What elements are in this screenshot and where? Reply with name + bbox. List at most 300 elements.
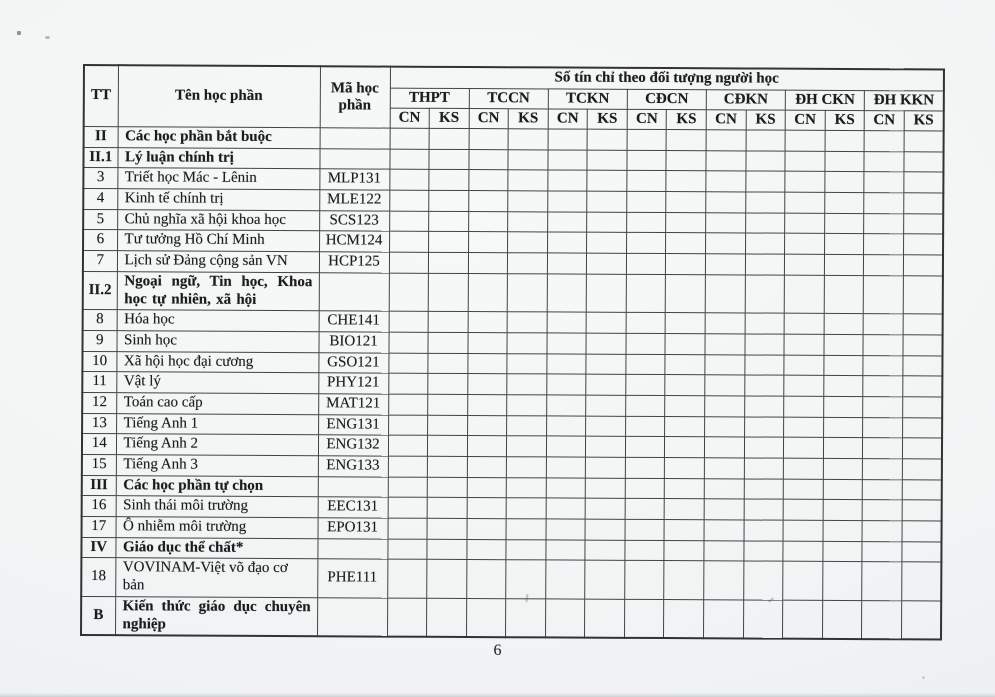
cell-credit [705, 416, 745, 437]
cell-credit [902, 417, 942, 438]
cell-credit [705, 254, 745, 275]
cell-credit [825, 172, 865, 193]
cell-course-name [116, 413, 318, 435]
cell-credit [625, 561, 665, 600]
cell-credit [547, 333, 587, 354]
cell-credit [902, 397, 942, 418]
cell-course-code: EPO131 [318, 518, 388, 539]
header-row-top [84, 65, 944, 91]
cell-credit [664, 599, 704, 638]
cell-credit [625, 457, 665, 478]
cell-credit [468, 253, 508, 274]
cell-credit [546, 540, 586, 561]
cell-credit [823, 520, 863, 541]
cell-credit [508, 170, 548, 191]
cell-credit [587, 129, 627, 150]
cell-course-code: PHY121 [318, 373, 388, 394]
cell-credit [506, 477, 546, 498]
cell-credit [545, 599, 585, 638]
header-credits-title: Số tín chỉ theo đối tượng người học [390, 67, 944, 91]
cell-credit [587, 233, 627, 254]
cell-credit [469, 129, 509, 150]
cell-credit [903, 255, 943, 276]
cell-credit [863, 275, 903, 314]
cell-credit [704, 499, 744, 520]
cell-credit [902, 542, 942, 563]
cell-credit [705, 334, 745, 355]
cell-credit [665, 354, 705, 375]
cell-tt: 15 [82, 454, 116, 475]
cell-tt: 7 [83, 251, 117, 272]
cell-credit [547, 191, 587, 212]
cell-credit [705, 275, 745, 314]
cell-course-code [317, 598, 387, 637]
table-header [84, 65, 944, 131]
cell-credit [388, 456, 428, 477]
cell-credit [785, 234, 825, 255]
cell-credit [506, 519, 546, 540]
cell-credit [704, 478, 744, 499]
cell-credit [864, 213, 904, 234]
cell-credit [664, 540, 704, 561]
cell-credit [625, 540, 665, 561]
cell-credit [389, 273, 429, 312]
cell-course-code: EEC131 [318, 497, 388, 518]
header-group-tccn: TCCN [469, 89, 548, 109]
course-name-text: VOVINAM-Việt võ đạo cơ bản [122, 559, 288, 594]
header-subcol-ks: KS [508, 109, 548, 129]
cell-credit [586, 436, 626, 457]
cell-credit [784, 417, 824, 438]
cell-credit [624, 599, 664, 638]
cell-credit [389, 211, 429, 232]
cell-credit [586, 416, 626, 437]
cell-credit [508, 149, 548, 170]
cell-course-code [320, 128, 390, 149]
course-name-text: Các học phần bắt buộc [125, 128, 272, 145]
cell-tt: 6 [83, 230, 117, 251]
header-group-cđcn: CĐCN [627, 89, 706, 109]
cell-credit [388, 394, 428, 415]
table-row [81, 596, 941, 639]
cell-credit [506, 599, 546, 638]
cell-credit [387, 560, 427, 599]
cell-credit [785, 192, 825, 213]
course-name-text: Tiếng Anh 1 [123, 414, 199, 432]
cell-credit [864, 172, 904, 193]
cell-credit [627, 171, 667, 192]
cell-credit [743, 541, 783, 562]
cell-credit [508, 232, 548, 253]
cell-course-code [319, 273, 389, 312]
cell-credit [585, 519, 625, 540]
cell-credit [625, 437, 665, 458]
cell-credit [666, 254, 706, 275]
cell-credit [468, 332, 508, 353]
cell-credit [467, 374, 507, 395]
cell-credit [388, 435, 428, 456]
cell-credit [784, 396, 824, 417]
cell-credit [428, 311, 468, 332]
cell-credit [388, 518, 428, 539]
cell-course-name [116, 372, 318, 394]
cell-tt: IV [81, 537, 115, 558]
cell-credit [744, 417, 784, 438]
cell-tt: 10 [82, 351, 116, 372]
cell-tt: B [81, 596, 115, 635]
cell-tt: 18 [81, 558, 115, 597]
cell-credit [387, 539, 427, 560]
cell-credit [743, 561, 783, 600]
cell-course-code: MLP131 [319, 169, 389, 190]
cell-credit [824, 355, 864, 376]
cell-credit [546, 498, 586, 519]
cell-credit [822, 562, 862, 601]
cell-credit [428, 273, 468, 312]
cell-credit [825, 151, 865, 172]
cell-credit [507, 436, 547, 457]
cell-credit [824, 213, 864, 234]
cell-credit [902, 479, 942, 500]
cell-credit [389, 252, 429, 273]
cell-credit [825, 130, 865, 151]
header-subcol-ks: KS [429, 108, 469, 128]
header-subcol-ks: KS [587, 109, 627, 129]
cell-credit [587, 253, 627, 274]
cell-credit [389, 190, 429, 211]
cell-credit [863, 314, 903, 335]
cell-course-code: PHE111 [317, 559, 387, 598]
cell-credit [428, 394, 468, 415]
cell-credit [626, 212, 666, 233]
cell-credit [507, 274, 547, 313]
cell-credit [625, 478, 665, 499]
cell-course-code: CHE141 [319, 311, 389, 332]
cell-credit [388, 353, 428, 374]
header-subcol-cn: CN [706, 110, 746, 130]
cell-credit [904, 172, 944, 193]
cell-credit [429, 232, 469, 253]
cell-credit [864, 255, 904, 276]
cell-course-name [117, 230, 319, 252]
cell-credit [902, 459, 942, 480]
cell-credit [626, 375, 666, 396]
cell-credit [745, 313, 785, 334]
curriculum-credits-table [80, 64, 945, 641]
course-name-text: Tiếng Anh 2 [123, 435, 199, 452]
cell-credit [626, 395, 666, 416]
cell-credit [864, 131, 904, 152]
course-name-text: Các học phần tự chọn [123, 476, 264, 494]
cell-credit [585, 540, 625, 561]
cell-credit [823, 458, 863, 479]
cell-tt: II.2 [83, 271, 117, 310]
cell-credit [388, 497, 428, 518]
cell-credit [783, 562, 823, 601]
cell-credit [664, 561, 704, 600]
cell-tt: 9 [82, 330, 116, 351]
cell-credit [903, 214, 943, 235]
cell-credit [625, 519, 665, 540]
cell-course-name [116, 496, 318, 518]
cell-course-name [115, 596, 317, 636]
course-name-text: Sinh thái môi trường [123, 497, 249, 515]
cell-credit [862, 541, 902, 562]
header-subcol-ks: KS [746, 110, 786, 130]
cell-credit [783, 458, 823, 479]
cell-credit [862, 600, 902, 639]
cell-credit [784, 334, 824, 355]
course-name-text: Hóa học [124, 311, 175, 328]
cell-credit [823, 479, 863, 500]
cell-credit [903, 314, 943, 335]
cell-course-name [117, 209, 319, 231]
table-row [83, 271, 943, 314]
cell-credit [586, 395, 626, 416]
cell-credit [785, 130, 825, 151]
cell-credit [507, 312, 547, 333]
cell-credit [823, 541, 863, 562]
cell-credit [784, 355, 824, 376]
cell-credit [863, 334, 903, 355]
cell-credit [822, 600, 862, 639]
cell-credit [427, 518, 467, 539]
cell-credit [785, 172, 825, 193]
cell-credit [746, 130, 786, 151]
cell-credit [467, 457, 507, 478]
cell-credit [467, 415, 507, 436]
cell-credit [666, 192, 706, 213]
course-name-text: Chủ nghĩa xã hội khoa học [124, 210, 286, 228]
cell-credit [665, 395, 705, 416]
cell-credit [824, 234, 864, 255]
cell-course-name [117, 189, 319, 211]
cell-credit [507, 374, 547, 395]
cell-course-name [116, 393, 318, 415]
course-name-text: Vật lý [123, 373, 161, 390]
cell-course-code: MLE122 [319, 190, 389, 211]
cell-credit [427, 456, 467, 477]
cell-credit [745, 275, 785, 314]
cell-credit [468, 353, 508, 374]
cell-credit [467, 477, 507, 498]
cell-credit [704, 600, 744, 639]
cell-credit [428, 332, 468, 353]
cell-credit [863, 397, 903, 418]
cell-credit [704, 561, 744, 600]
cell-credit [468, 211, 508, 232]
cell-credit [745, 334, 785, 355]
header-subcol-cn: CN [548, 109, 588, 129]
cell-credit [744, 458, 784, 479]
cell-credit [546, 416, 586, 437]
cell-credit [665, 333, 705, 354]
course-name-text: Giáo dục thể chất* [122, 538, 244, 556]
cell-credit [508, 211, 548, 232]
cell-credit [903, 276, 943, 315]
cell-course-code: ENG131 [318, 414, 388, 435]
cell-credit [626, 274, 666, 313]
cell-credit [823, 417, 863, 438]
cell-tt: 4 [83, 189, 117, 210]
course-name-text: Triết học Mác - Lênin [124, 169, 257, 187]
cell-credit [467, 498, 507, 519]
cell-credit [508, 129, 548, 150]
cell-credit [427, 598, 467, 637]
cell-credit [429, 128, 469, 149]
cell-course-code [317, 538, 387, 559]
cell-course-name [116, 455, 318, 477]
cell-credit [428, 436, 468, 457]
cell-credit [903, 376, 943, 397]
cell-credit [587, 191, 627, 212]
cell-course-code: HCM124 [319, 231, 389, 252]
cell-credit [467, 539, 507, 560]
cell-course-name [116, 517, 318, 539]
cell-credit [863, 376, 903, 397]
cell-course-code: MAT121 [318, 394, 388, 415]
cell-course-name [116, 331, 318, 353]
cell-course-name [116, 475, 318, 497]
header-subcol-cn: CN [390, 108, 430, 128]
course-name-text: Ô nhiễm môi trường [123, 518, 247, 535]
cell-credit [507, 457, 547, 478]
cell-course-name [117, 251, 319, 273]
cell-credit [745, 192, 785, 213]
cell-course-name [115, 537, 317, 559]
cell-credit [862, 562, 902, 601]
cell-credit [626, 253, 666, 274]
cell-credit [586, 354, 626, 375]
cell-credit [824, 255, 864, 276]
header-subcol-ks: KS [904, 111, 944, 131]
cell-credit [548, 150, 588, 171]
cell-credit [746, 151, 786, 172]
cell-credit [586, 312, 626, 333]
cell-credit [427, 498, 467, 519]
cell-credit [389, 169, 429, 190]
cell-course-name [116, 351, 318, 373]
cell-credit [705, 313, 745, 334]
course-name-text: Sinh học [124, 332, 178, 349]
cell-credit [507, 333, 547, 354]
cell-credit [387, 598, 427, 637]
cell-course-name [117, 168, 319, 190]
cell-credit [706, 233, 746, 254]
cell-credit [586, 374, 626, 395]
cell-credit [547, 232, 587, 253]
cell-credit [467, 519, 507, 540]
header-group-cđkn: CĐKN [706, 90, 785, 110]
cell-credit [625, 416, 665, 437]
cell-credit [467, 394, 507, 415]
cell-credit [427, 539, 467, 560]
cell-credit [428, 415, 468, 436]
header-group-đh-kkn: ĐH KKN [865, 91, 944, 111]
cell-credit [783, 541, 823, 562]
cell-course-code [318, 476, 388, 497]
cell-credit [665, 375, 705, 396]
cell-credit [902, 438, 942, 459]
cell-credit [388, 373, 428, 394]
cell-credit [705, 396, 745, 417]
header-subcol-cn: CN [864, 111, 904, 131]
header-subcol-ks: KS [667, 110, 707, 130]
cell-credit [468, 273, 508, 312]
cell-credit [863, 417, 903, 438]
header-subcol-ks: KS [825, 110, 865, 130]
cell-credit [587, 171, 627, 192]
cell-credit [824, 334, 864, 355]
scan-speck [17, 31, 21, 35]
cell-credit [466, 598, 506, 637]
cell-credit [388, 332, 428, 353]
cell-credit [665, 458, 705, 479]
cell-credit [903, 234, 943, 255]
cell-credit [706, 150, 746, 171]
cell-credit [744, 437, 784, 458]
cell-credit [626, 354, 666, 375]
cell-credit [627, 150, 667, 171]
cell-credit [862, 521, 902, 542]
cell-credit [704, 458, 744, 479]
cell-credit [706, 192, 746, 213]
cell-credit [626, 313, 666, 334]
cell-credit [824, 192, 864, 213]
course-name-text: Toán cao cấp [123, 394, 203, 411]
cell-credit [388, 415, 428, 436]
cell-course-name [117, 310, 319, 332]
cell-course-name [117, 271, 319, 310]
cell-credit [862, 479, 902, 500]
cell-credit [389, 232, 429, 253]
cell-credit [469, 149, 509, 170]
header-group-đh-ckn: ĐH CKN [785, 90, 864, 110]
cell-credit [784, 437, 824, 458]
cell-credit [548, 129, 588, 150]
cell-credit [902, 500, 942, 521]
cell-credit [744, 520, 784, 541]
header-subcol-cn: CN [785, 110, 825, 130]
course-name-text: Kinh tế chính trị [124, 190, 224, 207]
cell-credit [547, 274, 587, 313]
cell-credit [903, 355, 943, 376]
cell-credit [784, 313, 824, 334]
course-name-text: Lý luận chính trị [124, 148, 234, 166]
cell-credit [626, 233, 666, 254]
cell-credit [427, 560, 467, 599]
cell-tt: 5 [83, 209, 117, 230]
header-subcol-cn: CN [627, 109, 667, 129]
cell-credit [744, 355, 784, 376]
cell-credit [665, 499, 705, 520]
cell-credit [824, 275, 864, 314]
cell-tt: II [84, 127, 118, 148]
cell-credit [823, 500, 863, 521]
cell-credit [864, 234, 904, 255]
cell-credit [863, 438, 903, 459]
cell-credit [468, 170, 508, 191]
cell-credit [665, 437, 705, 458]
cell-credit [546, 478, 586, 499]
cell-credit [864, 193, 904, 214]
cell-credit [744, 499, 784, 520]
cell-credit [706, 171, 746, 192]
cell-credit [389, 311, 429, 332]
cell-tt: 11 [82, 372, 116, 393]
course-name-text: Xã hội học đại cương [123, 352, 254, 370]
cell-credit [745, 213, 785, 234]
